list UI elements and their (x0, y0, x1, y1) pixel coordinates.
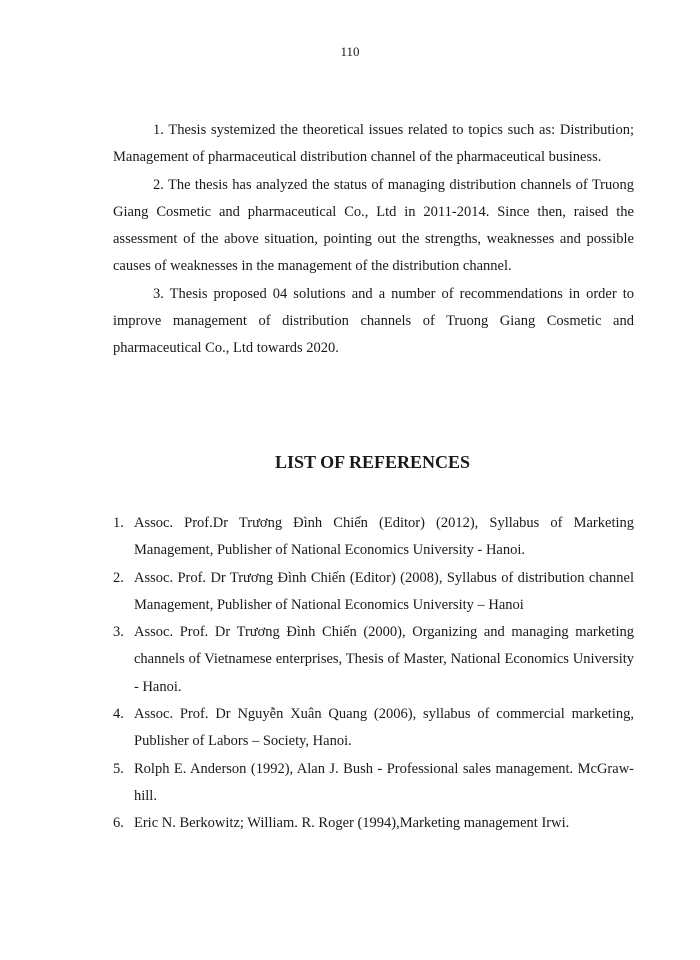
reference-number: 1. (113, 515, 124, 531)
conclusion-body (113, 117, 634, 363)
paragraph: 1. Thesis systemized the theoretical issues related to topics such as: Distribution; Management of pharmaceutical distribution channel of the pharmaceutical business. (113, 122, 634, 166)
reference-item (113, 619, 634, 701)
reference-item (113, 756, 634, 811)
reference-text: Rolph E. Anderson (1992), Alan J. Bush - Professional sales management. McGraw-hill. (134, 760, 634, 804)
reference-number: 2. (113, 569, 124, 586)
reference-text: Assoc. Prof. Dr Nguyễn Xuân Quang (2006), syllabus of commercial marketing, Publisher of Labors – Society, Hanoi. (134, 706, 634, 750)
reference-text: Assoc. Prof. Dr Trương Đình Chiến (Editor) (2008), Syllabus of distribution channel Management, Publisher of National Economics University – Hanoi (134, 569, 634, 613)
reference-number: 4. (113, 706, 124, 723)
reference-text: Eric N. Berkowitz; William. R. Roger (1994),Marketing management Irwi. (134, 815, 570, 832)
reference-item (113, 810, 634, 837)
reference-text: Assoc. Prof. Dr Trương Đình Chiến (2000), Organizing and managing marketing channels of Vietnamese enterprises, Thesis of Master, National Economics University - Hanoi. (134, 624, 634, 695)
reference-item (113, 701, 634, 756)
reference-number: 5. (113, 760, 124, 777)
paragraph: 2. The thesis has analyzed the status of managing distribution channels of Truong Giang Cosmetic and pharmaceutical Co., Ltd in 2011-2014. Since then, raised the assessment of the above situation, pointing out the strengths, weaknesses and possible causes of weaknesses in the management of the distribution channel. (113, 176, 634, 275)
reference-item (113, 510, 634, 565)
reference-number: 3. (113, 624, 124, 641)
reference-list (113, 510, 634, 838)
paragraph: 3. Thesis proposed 04 solutions and a number of recommendations in order to improve management of distribution channels of Truong Giang Cosmetic and pharmaceutical Co., Ltd towards 2020. (113, 285, 634, 357)
reference-text: Assoc. Prof.Dr Trương Đình Chiến (Editor) (2012), Syllabus of Marketing Management, Publisher of National Economics University - Hanoi. (134, 515, 634, 559)
references-title: LIST OF REFERENCES (274, 452, 471, 472)
reference-item (113, 565, 634, 620)
reference-number: 6. (113, 815, 124, 832)
page-number: 110 (340, 44, 360, 59)
